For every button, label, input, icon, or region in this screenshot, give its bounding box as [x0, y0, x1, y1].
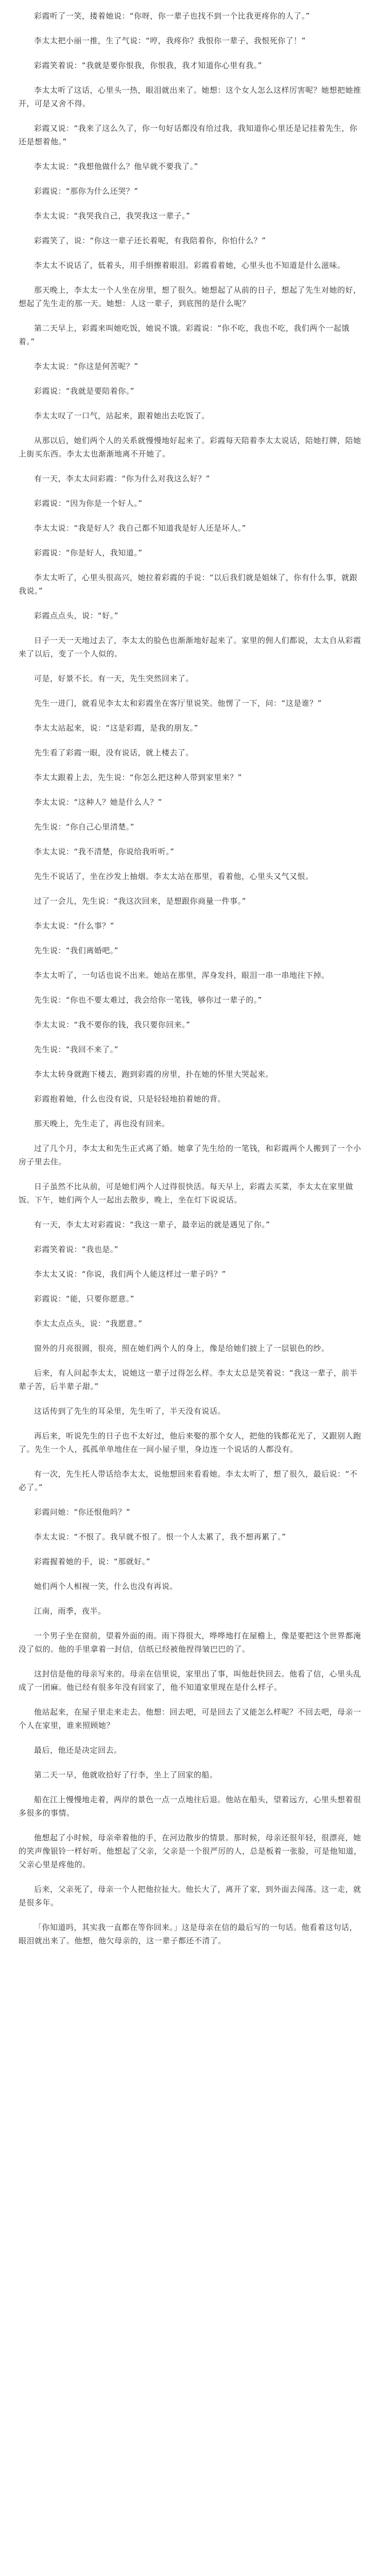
body-paragraph: 彩霞笑了，说：“你这一辈子还长着呢，有我陪着你，你怕什么？”	[34, 236, 266, 245]
body-paragraph: 李太太点点头，说：“我愿意。”	[34, 1319, 143, 1328]
body-paragraph: 彩霞又说：“我来了这么久了，你一句好话都没有给过我，我知道你心里还是记挂着先生，你还是想着他。”	[19, 124, 358, 146]
body-paragraph: 李太太又说：“你说，我们两个人能这样过一辈子吗？”	[34, 1269, 227, 1279]
body-paragraph: 他想起了小时候，母亲牵着他的手，在河边散步的情景。那时候，母亲还很年轻，很漂亮，她的笑声像银铃一样好听。他想起了父亲，父亲是一个很严厉的人，总是板着一张脸，可是他知道，父亲心里是疼他的。	[19, 1833, 362, 1869]
body-paragraph: 李太太叹了一口气，站起来，跟着她出去吃饭了。	[34, 411, 210, 420]
body-paragraph: 他站起来，在屋子里走来走去。他想：回去吧，可是回去了又能怎么样呢？不回去吧，母亲一个人在家里，谁来照顾她？	[19, 1707, 361, 1730]
body-paragraph: 彩霞笑着说：“我就是要你恨我，你恨我，我才知道你心里有我。”	[34, 61, 263, 70]
body-paragraph: 李太太不说话了，低着头，用手绢擦着眼泪。彩霞看着她，心里头也不知道是什么滋味。	[34, 261, 345, 270]
body-paragraph: 李太太说：“这种人？她是什么人？”	[34, 798, 163, 807]
body-paragraph: 有一天，李太太问彩霞：“你为什么对我这么好？”	[34, 474, 211, 483]
body-paragraph: 李太太听了，一句话也说不出来。她站在那里，浑身发抖，眼泪一串一串地往下掉。	[34, 971, 330, 980]
body-paragraph: 「你知道吗，其实我一直都在等你回来。」这是母亲在信的最后写的一句话。他看着这句话，眼泪就出来了。他想，他欠母亲的，这一辈子都还不清了。	[19, 1923, 358, 1945]
body-paragraph: 窗外的月亮很圆，很亮，照在她们两个人的身上，像是给她们披上了一层银色的纱。	[34, 1344, 330, 1353]
body-paragraph: 彩霞抱着她，什么也没有说，只是轻轻地拍着她的背。	[34, 1094, 226, 1104]
body-paragraph: 李太太说：“不恨了。我早就不恨了。恨一个人太累了，我不想再累了。”	[34, 1532, 286, 1541]
body-paragraph: 李太太说：“我想他做什么？他早就不要我了。”	[34, 162, 199, 171]
body-paragraph: 先生不说话了，坐在沙发上抽烟。李太太站在那里，看着他，心里头又气又恨。	[34, 872, 314, 881]
body-paragraph: 先生说：“你也不要太难过，我会给你一笔钱，够你过一辈子的。”	[34, 995, 263, 1005]
body-paragraph: 可是，好景不长。有一天，先生突然回来了。	[34, 674, 194, 683]
body-paragraph: 从那以后，她们两个人的关系就慢慢地好起来了。彩霞每天陪着李太太说话，陪她打牌，陪她上街买东西。李太太也渐渐地离不开她了。	[19, 436, 361, 459]
body-paragraph: 彩霞说：“那你为什么还哭？”	[34, 187, 138, 196]
body-paragraph: 有一天，李太太对彩霞说：“我这一辈子，最幸运的就是遇见了你。”	[34, 1220, 270, 1229]
body-paragraph: 第二天一早，他就收拾好了行李，坐上了回家的船。	[34, 1770, 218, 1780]
body-paragraph: 后来，父亲死了，母亲一个人把他拉扯大。他长大了，离开了家，到外面去闯荡。这一走，就是很多年。	[19, 1885, 361, 1907]
body-paragraph: 最后，他还是决定回去。	[34, 1745, 122, 1755]
body-paragraph: 彩霞说：“因为你是一个好人。”	[34, 499, 143, 508]
body-paragraph: 李太太把小丽一推，生了气说：“哼，我疼你？我恨你一辈子，我恨死你了！”	[34, 36, 306, 45]
body-paragraph: 李太太说：“我不清楚，你说给我听听。”	[34, 847, 175, 856]
body-paragraph: 日子虽然不比从前，可是她们两个人过得很快活。每天早上，彩霞去买菜，李太太在家里做饭。下午，她们两个人一起出去散步，晚上，坐在灯下说说话。	[19, 1182, 354, 1205]
body-paragraph: 过了一会儿，先生说：“我这次回来，是想跟你商量一件事。”	[34, 896, 247, 906]
body-paragraph: 李太太说：“我哭我自己，我哭我这一辈子。”	[34, 211, 190, 221]
body-paragraph: 那天晚上，李太太一个人坐在房里，想了很久。她想起了从前的日子，想起了先生对她的好，想起了先生走的那一天。她想：人这一辈子，到底图的是什么呢？	[19, 285, 361, 308]
body-paragraph: 再后来，听说先生的日子也不太好过，他后来娶的那个女人，把他的钱都花光了，又跟别人跑了。先生一个人，孤孤单单地住在一间小屋子里，身边连一个说话的人都没有。	[19, 1431, 361, 1454]
body-paragraph: 先生说：“我们离婚吧。”	[34, 946, 119, 955]
body-paragraph: 先生一进门，就看见李太太和彩霞坐在客厅里说笑。他愣了一下，问：“这是谁？”	[34, 699, 322, 708]
body-paragraph: 彩霞问她：“你还恨他吗？”	[34, 1507, 131, 1517]
body-paragraph: 彩霞笑着说：“我也是。”	[34, 1245, 119, 1254]
body-paragraph: 李太太说：“我不要你的钱，我只要你回来。”	[34, 1020, 190, 1029]
body-paragraph: 彩霞点点头，说：“好。”	[34, 611, 119, 620]
body-paragraph: 李太太说：“你这是何苦呢？”	[34, 362, 138, 371]
body-paragraph: 彩霞说：“我就是要陪着你。”	[34, 386, 135, 396]
body-paragraph: 江南，雨季，夜半。	[34, 1606, 106, 1616]
body-paragraph: 日子一天一天地过去了，李太太的脸色也渐渐地好起来了。家里的佣人们都说，太太自从彩霞来了以后，变了一个人似的。	[19, 636, 361, 658]
body-paragraph: 彩霞说：“你是好人，我知道。”	[34, 548, 143, 557]
body-paragraph: 先生说：“你自己心里清楚。”	[34, 822, 135, 832]
body-paragraph: 李太太听了，心里头很高兴，她拉着彩霞的手说：“以后我们就是姐妹了，你有什么事，就跟我说。”	[19, 573, 358, 596]
body-paragraph: 李太太转身就跑下楼去，跑到彩霞的房里，扑在她的怀里大哭起来。	[34, 1070, 274, 1079]
body-paragraph: 一个男子坐在窗前，望着外面的雨。雨下得很大，哗哗地打在屋檐上，像是要把这个世界都淹没了似的。他的手里拿着一封信，信纸已经被他捏得皱巴巴的了。	[19, 1631, 361, 1654]
body-paragraph: 先生看了彩霞一眼，没有说话，就上楼去了。	[34, 748, 194, 757]
body-paragraph: 她们两个人相视一笑，什么也没有再说。	[34, 1582, 178, 1591]
body-paragraph: 彩霞说：“能，只要你愿意。”	[34, 1294, 135, 1303]
body-paragraph: 第二天早上，彩霞来叫她吃饭，她说不饿。彩霞说：“你不吃，我也不吃，我们两个一起饿着。”	[19, 324, 350, 346]
body-paragraph: 船在江上慢慢地走着，两岸的景色一点一点地往后退。他站在船头，望着远方，心里头想着很多很多的事情。	[19, 1795, 361, 1818]
body-paragraph: 这封信是他的母亲写来的。母亲在信里说，家里出了事，叫他赶快回去。他看了信，心里头乱成了一团麻。他已经有很多年没有回家了，他不知道家里现在是什么样子。	[19, 1669, 361, 1692]
body-paragraph: 有一次，先生托人带话给李太太，说他想回来看看她。李太太听了，想了很久，最后说：“不必了。”	[19, 1469, 358, 1492]
body-paragraph: 彩霞握着她的手，说：“那就好。”	[34, 1557, 151, 1566]
body-paragraph: 李太太说：“我是好人？我自己都不知道我是好人还是坏人。”	[34, 523, 247, 533]
body-paragraph: 彩霞听了一笑，搂着她说：“你呀，你一辈子也找不到一个比我更疼你的人了。”	[34, 11, 310, 21]
body-paragraph: 这话传到了先生的耳朵里，先生听了，半天没有说话。	[34, 1406, 226, 1416]
body-paragraph: 李太太说：“什么事？”	[34, 921, 115, 930]
body-paragraph: 李太太跟着上去，先生说：“你怎么把这种人带到家里来？”	[34, 773, 243, 782]
body-paragraph: 后来，有人问起李太太，说她这一辈子过得怎么样。李太太总是笑着说：“我这一辈子，前半辈子苦，后半辈子甜。”	[19, 1368, 358, 1391]
body-paragraph: 那天晚上，先生走了，再也没有回来。	[34, 1119, 170, 1128]
body-paragraph: 过了几个月，李太太和先生正式离了婚。她拿了先生给的一笔钱，和彩霞两个人搬到了一个小房子里去住。	[19, 1144, 361, 1166]
body-paragraph: 李太太站起来，说：“这是彩霞，是我的朋友。”	[34, 723, 199, 733]
body-paragraph: 先生说：“我回不来了。”	[34, 1045, 119, 1054]
body-paragraph: 李太太听了这话，心里头一热，眼泪就出来了。她想：这个女人怎么这样厉害呢？她想把她推开，可是又舍不得。	[19, 86, 361, 108]
